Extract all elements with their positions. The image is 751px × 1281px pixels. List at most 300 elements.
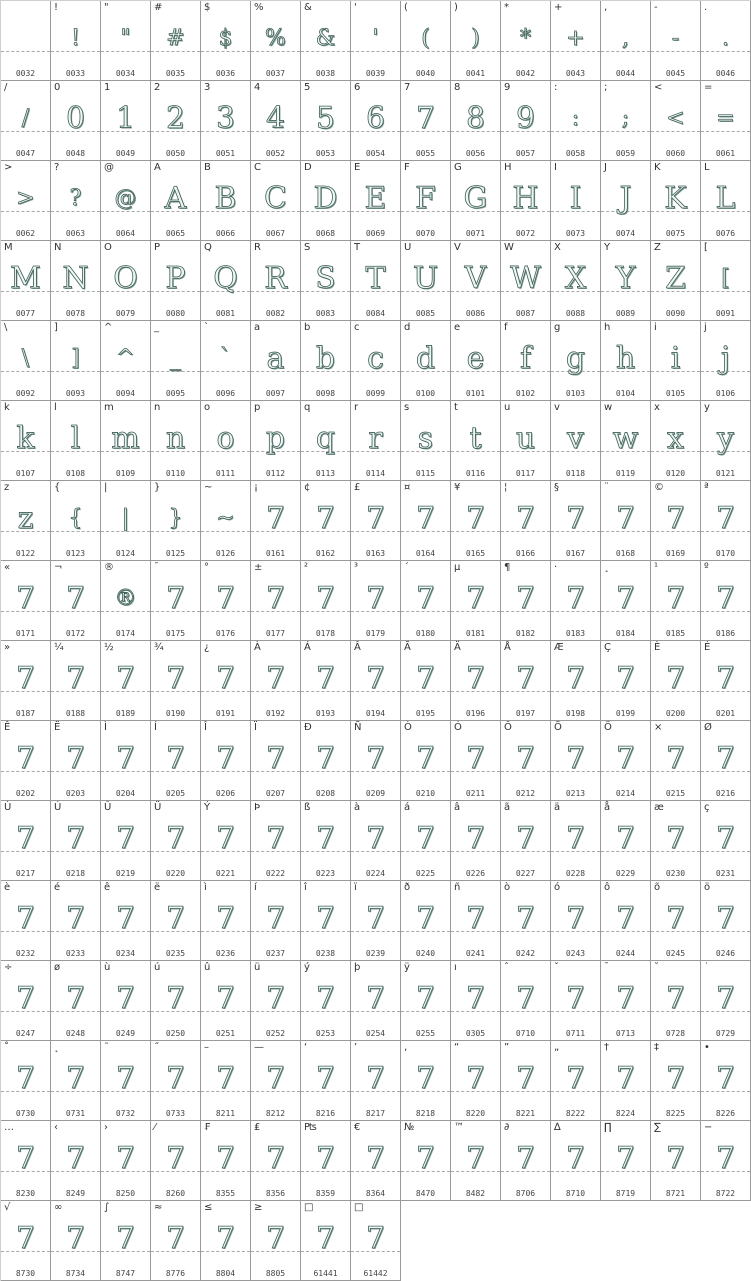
- character-label: Ç: [604, 642, 611, 653]
- glyph-sample: (: [421, 26, 430, 51]
- glyph-sample: 7: [565, 821, 586, 856]
- character-label: 6: [354, 82, 361, 93]
- glyph-cell: [551, 721, 601, 801]
- character-label: ¨: [604, 482, 609, 493]
- glyph-cell: [501, 961, 551, 1041]
- glyph-cell: [701, 1041, 751, 1121]
- glyph-cell: [351, 1201, 401, 1281]
- character-label: ˚: [4, 1042, 9, 1053]
- glyph-cell: [451, 81, 501, 161]
- glyph-cell: [701, 161, 751, 241]
- code-point-label: 0089: [615, 309, 636, 318]
- glyph-cell: [201, 641, 251, 721]
- glyph-cell: [301, 881, 351, 961]
- code-point-label: 0106: [715, 389, 736, 398]
- code-point-label: 0053: [315, 149, 336, 158]
- character-label: l: [54, 402, 57, 413]
- character-label: ’: [354, 1042, 358, 1053]
- glyph-cell: [101, 881, 151, 961]
- glyph-cell: [601, 241, 651, 321]
- glyph-cell: [51, 241, 101, 321]
- glyph-sample: 7: [165, 981, 186, 1016]
- code-point-label: 0210: [415, 789, 436, 798]
- glyph-sample: 7: [165, 581, 186, 616]
- glyph-cell: [451, 721, 501, 801]
- character-label: Ò: [404, 722, 412, 733]
- character-label: ˛: [54, 1042, 59, 1053]
- character-label: ð: [404, 882, 411, 893]
- code-point-label: 0226: [465, 869, 486, 878]
- glyph-cell: [101, 81, 151, 161]
- code-point-label: 8220: [465, 1109, 486, 1118]
- code-point-label: 0066: [215, 229, 236, 238]
- glyph-sample: 7: [215, 1141, 236, 1176]
- glyph-cell: [301, 321, 351, 401]
- glyph-sample: 7: [365, 661, 386, 696]
- character-label: z: [4, 482, 10, 493]
- glyph-cell: [501, 241, 551, 321]
- glyph-cell: [651, 561, 701, 641]
- character-label: n: [154, 402, 161, 413]
- glyph-cell: [651, 961, 701, 1041]
- character-label: {: [54, 482, 61, 493]
- glyph-sample: d: [415, 341, 436, 376]
- character-label: b: [304, 322, 311, 333]
- glyph-cell: [151, 321, 201, 401]
- character-label: ˙: [704, 962, 709, 973]
- glyph-sample: 7: [715, 661, 736, 696]
- glyph-sample: L: [715, 181, 736, 216]
- glyph-sample: m: [111, 421, 140, 456]
- glyph-cell: [551, 401, 601, 481]
- code-point-label: 0045: [665, 69, 686, 78]
- code-point-label: 0729: [715, 1029, 736, 1038]
- character-label: Ô: [504, 722, 512, 733]
- glyph-cell: [151, 1121, 201, 1201]
- character-label: ^: [104, 322, 113, 333]
- character-label: U: [404, 242, 412, 253]
- glyph-cell: [201, 1201, 251, 1281]
- code-point-label: 0201: [715, 709, 736, 718]
- glyph-cell: [501, 881, 551, 961]
- glyph-sample: E: [364, 181, 387, 216]
- code-point-label: 0190: [165, 709, 186, 718]
- glyph-cell: [101, 241, 151, 321]
- glyph-cell: [401, 481, 451, 561]
- character-label: >: [4, 162, 13, 173]
- character-label: °: [204, 562, 209, 573]
- code-point-label: 0169: [665, 549, 686, 558]
- character-label: ⁄: [154, 1122, 156, 1133]
- character-label: Ã: [404, 642, 411, 653]
- character-label: ∫: [104, 1202, 110, 1213]
- glyph-sample: 7: [515, 581, 536, 616]
- glyph-cell: [451, 481, 501, 561]
- code-point-label: 0067: [265, 229, 286, 238]
- glyph-sample: 7: [15, 581, 36, 616]
- glyph-sample: 7: [465, 821, 486, 856]
- code-point-label: 0044: [615, 69, 636, 78]
- glyph-sample: 7: [665, 581, 686, 616]
- character-label: Í: [154, 722, 157, 733]
- glyph-sample: R: [264, 261, 287, 296]
- glyph-cell: [351, 161, 401, 241]
- code-point-label: 0084: [365, 309, 386, 318]
- character-label: ˉ: [604, 962, 609, 973]
- glyph-cell: [501, 641, 551, 721]
- glyph-sample: 7: [565, 1141, 586, 1176]
- character-label: ¶: [504, 562, 511, 573]
- code-point-label: 8706: [515, 1189, 536, 1198]
- code-point-label: 0205: [165, 789, 186, 798]
- code-point-label: 0123: [65, 549, 86, 558]
- glyph-cell: [101, 961, 151, 1041]
- character-label: f: [504, 322, 508, 333]
- glyph-cell: [701, 241, 751, 321]
- glyph-sample: a: [266, 341, 285, 376]
- glyph-cell: [701, 81, 751, 161]
- glyph-sample: 7: [365, 741, 386, 776]
- code-point-label: 0061: [715, 149, 736, 158]
- character-label: ÿ: [404, 962, 410, 973]
- code-point-label: 8776: [165, 1269, 186, 1278]
- code-point-label: 0176: [215, 629, 236, 638]
- glyph-sample: #: [166, 26, 185, 51]
- glyph-cell: [101, 561, 151, 641]
- glyph-cell: [501, 561, 551, 641]
- code-point-label: 0234: [115, 949, 136, 958]
- glyph-sample: 7: [515, 981, 536, 1016]
- glyph-sample: 7: [615, 981, 636, 1016]
- character-label: Ì: [104, 722, 107, 733]
- glyph-cell: [551, 481, 601, 561]
- code-point-label: 0081: [215, 309, 236, 318]
- glyph-sample: 7: [715, 1141, 736, 1176]
- glyph-cell: [551, 1121, 601, 1201]
- character-label: .: [704, 2, 708, 13]
- glyph-sample: 7: [15, 981, 36, 1016]
- glyph-cell: [351, 401, 401, 481]
- glyph-sample: 7: [615, 821, 636, 856]
- glyph-sample: v: [567, 421, 584, 456]
- glyph-sample: 7: [515, 1141, 536, 1176]
- glyph-cell: [101, 721, 151, 801]
- glyph-cell: [301, 81, 351, 161]
- character-label: §: [554, 482, 559, 493]
- character-label: k: [4, 402, 10, 413]
- character-label: „: [554, 1042, 560, 1053]
- glyph-cell: [551, 1, 601, 81]
- glyph-sample: 7: [715, 981, 736, 1016]
- glyph-cell: [251, 1201, 301, 1281]
- character-label: É: [704, 642, 711, 653]
- character-label: /: [4, 82, 8, 93]
- code-point-label: 0255: [415, 1029, 436, 1038]
- glyph-cell: [501, 1041, 551, 1121]
- glyph-sample: 7: [415, 1061, 436, 1096]
- character-label: ¾: [154, 642, 164, 653]
- glyph-sample: 7: [165, 661, 186, 696]
- glyph-cell: [51, 721, 101, 801]
- character-label: P: [154, 242, 161, 253]
- character-label: Y: [604, 242, 611, 253]
- character-label: ó: [554, 882, 561, 893]
- glyph-cell: [301, 1121, 351, 1201]
- glyph-sample: 7: [15, 1061, 36, 1096]
- glyph-sample: 1: [115, 101, 136, 136]
- glyph-cell: [51, 401, 101, 481]
- code-point-label: 0077: [15, 309, 36, 318]
- glyph-sample: k: [16, 421, 35, 456]
- glyph-cell: [301, 241, 351, 321]
- glyph-cell: [301, 1, 351, 81]
- glyph-sample: 7: [415, 741, 436, 776]
- glyph-cell: [501, 481, 551, 561]
- code-point-label: 0199: [615, 709, 636, 718]
- glyph-cell: [401, 721, 451, 801]
- code-point-label: 61441: [313, 1269, 338, 1278]
- glyph-sample: 7: [315, 661, 336, 696]
- code-point-label: 0213: [565, 789, 586, 798]
- code-point-label: 0163: [365, 549, 386, 558]
- code-point-label: 0202: [15, 789, 36, 798]
- code-point-label: 0055: [415, 149, 436, 158]
- code-point-label: 0041: [465, 69, 486, 78]
- glyph-sample: 7: [665, 501, 686, 536]
- glyph-sample: 7: [215, 901, 236, 936]
- glyph-sample: 7: [315, 1221, 336, 1256]
- code-point-label: 0092: [15, 389, 36, 398]
- code-point-label: 0225: [415, 869, 436, 878]
- glyph-cell: [351, 641, 401, 721]
- character-label: ª: [704, 482, 709, 493]
- code-point-label: 0251: [215, 1029, 236, 1038]
- glyph-cell: [701, 801, 751, 881]
- glyph-cell: [301, 641, 351, 721]
- character-label: þ: [354, 962, 361, 973]
- glyph-sample: 7: [615, 1141, 636, 1176]
- character-label: y: [704, 402, 710, 413]
- code-point-label: 0076: [715, 229, 736, 238]
- character-label: ˇ: [554, 962, 559, 973]
- glyph-sample: |: [121, 506, 130, 531]
- glyph-cell: [601, 641, 651, 721]
- code-point-label: 0194: [365, 709, 386, 718]
- glyph-sample: W: [510, 261, 541, 296]
- character-label: ˜: [104, 1042, 109, 1053]
- glyph-cell: [551, 81, 601, 161]
- character-label: g: [554, 322, 561, 333]
- character-label: Ú: [54, 802, 62, 813]
- glyph-sample: 7: [365, 1141, 386, 1176]
- glyph-cell: [201, 801, 251, 881]
- code-point-label: 0065: [165, 229, 186, 238]
- code-point-label: 0063: [65, 229, 86, 238]
- character-label: K: [654, 162, 661, 173]
- character-label: +: [554, 2, 563, 13]
- code-point-label: 0164: [415, 549, 436, 558]
- code-point-label: 0090: [665, 309, 686, 318]
- character-label: W: [504, 242, 514, 253]
- code-point-label: 0230: [665, 869, 686, 878]
- character-label: 4: [254, 82, 261, 93]
- glyph-sample: 7: [415, 981, 436, 1016]
- code-point-label: 0733: [165, 1109, 186, 1118]
- character-label: €: [354, 1122, 361, 1133]
- code-point-label: 0071: [465, 229, 486, 238]
- character-label: ú: [154, 962, 161, 973]
- code-point-label: 0245: [665, 949, 686, 958]
- glyph-cell: [401, 881, 451, 961]
- character-label: â: [454, 802, 461, 813]
- character-label: %: [254, 2, 264, 13]
- character-label: ´: [404, 562, 409, 573]
- glyph-cell: [601, 1041, 651, 1121]
- glyph-sample: 7: [365, 581, 386, 616]
- glyph-cell: [651, 81, 701, 161]
- code-point-label: 0170: [715, 549, 736, 558]
- glyph-cell: [451, 801, 501, 881]
- code-point-label: 0184: [615, 629, 636, 638]
- code-point-label: 0247: [15, 1029, 36, 1038]
- character-label: c: [354, 322, 360, 333]
- code-point-label: 0171: [15, 629, 36, 638]
- character-label: ¬: [54, 562, 63, 573]
- code-point-label: 0222: [265, 869, 286, 878]
- glyph-sample: 7: [115, 661, 136, 696]
- glyph-sample: *: [520, 26, 531, 51]
- code-point-label: 0242: [515, 949, 536, 958]
- glyph-sample: :: [571, 106, 580, 131]
- glyph-cell: [301, 1041, 351, 1121]
- code-point-label: 0109: [115, 469, 136, 478]
- glyph-sample: f: [519, 341, 532, 376]
- code-point-label: 0115: [415, 469, 436, 478]
- character-label: ¸: [604, 562, 609, 573]
- glyph-cell: [201, 1121, 251, 1201]
- glyph-sample: 7: [465, 661, 486, 696]
- glyph-cell: [501, 1121, 551, 1201]
- code-point-label: 8224: [615, 1109, 636, 1118]
- glyph-cell: [551, 1041, 601, 1121]
- code-point-label: 8249: [65, 1189, 86, 1198]
- code-point-label: 0204: [115, 789, 136, 798]
- character-label: ì: [204, 882, 207, 893]
- glyph-sample: q: [315, 421, 336, 456]
- glyph-cell: [601, 1, 651, 81]
- character-label: J: [604, 162, 607, 173]
- character-label: 5: [304, 82, 311, 93]
- glyph-cell: [51, 321, 101, 401]
- character-label: ®: [104, 562, 114, 573]
- code-point-label: 0099: [365, 389, 386, 398]
- code-point-label: 0710: [515, 1029, 536, 1038]
- character-label: T: [354, 242, 361, 253]
- character-label: *: [504, 2, 509, 13]
- glyph-sample: D: [313, 181, 338, 216]
- glyph-cell: [351, 321, 401, 401]
- glyph-sample: 7: [665, 1061, 686, 1096]
- glyph-cell: [401, 801, 451, 881]
- code-point-label: 8225: [665, 1109, 686, 1118]
- glyph-cell: [701, 961, 751, 1041]
- glyph-sample: 7: [265, 1221, 286, 1256]
- code-point-label: 0235: [165, 949, 186, 958]
- glyph-sample: 7: [115, 981, 136, 1016]
- character-label: ≥: [254, 1202, 263, 1213]
- character-label: p: [254, 402, 261, 413]
- code-point-label: 0039: [365, 69, 386, 78]
- character-label: À: [254, 642, 261, 653]
- glyph-cell: [501, 1, 551, 81]
- character-label: ;: [604, 82, 608, 93]
- character-label: ö: [704, 882, 711, 893]
- glyph-cell: [301, 561, 351, 641]
- character-label: Ñ: [354, 722, 362, 733]
- glyph-sample: 7: [265, 1141, 286, 1176]
- code-point-label: 0035: [165, 69, 186, 78]
- code-point-label: 0220: [165, 869, 186, 878]
- code-point-label: 0248: [65, 1029, 86, 1038]
- glyph-sample: 7: [315, 501, 336, 536]
- glyph-sample: 7: [265, 501, 286, 536]
- code-point-label: 0104: [615, 389, 636, 398]
- glyph-sample: r: [368, 421, 383, 456]
- glyph-cell: [551, 561, 601, 641]
- glyph-sample: s: [417, 421, 434, 456]
- code-point-label: 0051: [215, 149, 236, 158]
- glyph-cell: [151, 1041, 201, 1121]
- character-label: ï: [354, 882, 357, 893]
- glyph-sample: +: [566, 26, 585, 51]
- code-point-label: 0118: [565, 469, 586, 478]
- glyph-cell: [201, 481, 251, 561]
- glyph-sample: 0: [65, 101, 86, 136]
- glyph-cell: [1, 641, 51, 721]
- code-point-label: 0162: [315, 549, 336, 558]
- glyph-sample: 7: [615, 501, 636, 536]
- character-label: õ: [654, 882, 661, 893]
- glyph-sample: 7: [15, 661, 36, 696]
- glyph-sample: 7: [365, 1061, 386, 1096]
- character-label: ?: [54, 162, 60, 173]
- character-label: |: [104, 482, 108, 493]
- glyph-sample: {: [68, 506, 83, 531]
- glyph-cell: [1, 881, 51, 961]
- glyph-sample: 7: [265, 1061, 286, 1096]
- glyph-sample: y: [717, 421, 734, 456]
- character-label: I: [554, 162, 557, 173]
- code-point-label: 0200: [665, 709, 686, 718]
- character-label: •: [704, 1042, 710, 1053]
- code-point-label: 0219: [115, 869, 136, 878]
- code-point-label: 8734: [65, 1269, 86, 1278]
- character-label: <: [654, 82, 663, 93]
- code-point-label: 0052: [265, 149, 286, 158]
- glyph-sample: n: [165, 421, 186, 456]
- glyph-cell: [251, 401, 301, 481]
- glyph-sample: M: [10, 261, 41, 296]
- character-label: E: [354, 162, 361, 173]
- glyph-cell: [551, 881, 601, 961]
- glyph-cell: [301, 161, 351, 241]
- character-label: ): [454, 2, 458, 13]
- glyph-cell: [351, 881, 401, 961]
- code-point-label: 0036: [215, 69, 236, 78]
- glyph-cell: [1, 161, 51, 241]
- glyph-cell: [601, 881, 651, 961]
- character-label: ù: [104, 962, 111, 973]
